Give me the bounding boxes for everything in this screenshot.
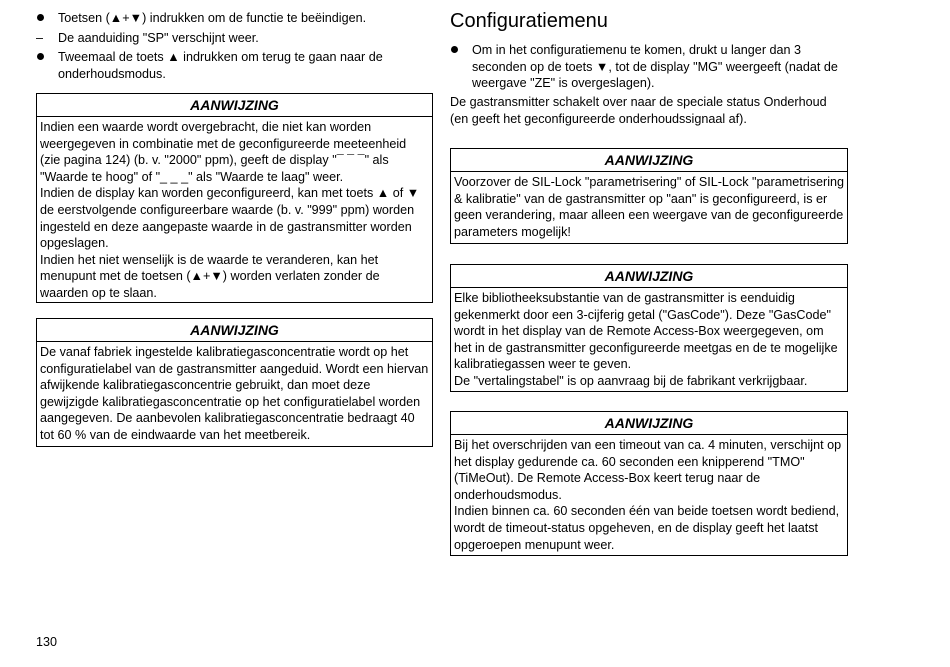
note-title: AANWIJZING [451,149,847,172]
left-step-list [36,10,432,82]
bullet-dash: – [36,30,44,45]
intro-paragraph [450,94,848,127]
section-heading: Configuratiemenu [450,10,608,32]
note-box [450,411,848,556]
note-paragraph: De "vertalingstabel" is op aanvraag bij de fabrikant verkrijgbaar. [454,373,808,388]
step-text: Toetsen (▲+▼) indrukken om de functie te beëindigen. [58,11,367,25]
step-text: De aanduiding "SP" verschijnt weer. [58,30,259,45]
list-item [36,49,432,82]
list-item [36,30,432,47]
note-title: AANWIJZING [451,265,847,288]
note-box [36,93,433,303]
note-body [451,172,847,242]
note-paragraph: Indien een waarde wordt overgebracht, die niet kan worden weergegeven in combinatie met de geconfigureerde meeteenheid (zie pagina 124) (b. v. "2000" ppm), geeft de display "¯ ¯ ¯" als "Waarde te hoog" of "_ _ _" als "Waarde te laag" weer. [40,120,407,184]
note-title: AANWIJZING [37,94,432,117]
note-title: AANWIJZING [37,319,432,342]
note-body [451,288,847,392]
note-paragraph: Bij het overschrijden van een timeout van ca. 4 minuten, verschijnt op het display gedurende ca. 60 seconden een knipperend "TMO" (TiMeOut). De Remote Access-Box keert terug naar de onderhoudsmodus. [454,438,842,502]
note-body [37,342,432,446]
bullet-dot-icon [36,49,52,66]
note-paragraph: Elke bibliotheeksubstantie van de gastransmitter is eenduidig gekenmerkt door een 3-cijferig getal ("GasCode"). Deze "GasCode" wordt in het display van de Remote Access-Box weergegeven, om het in de gastransmitter geconfigureerde meetgas en de te mogelijke kalibratiegassen weer te geven. [454,291,838,372]
step-text: Om in het configuratiemenu te komen, drukt u langer dan 3 seconden op de toets ▼, tot de display "MG" weergeeft (nadat de weergave "ZE" is overgeslagen). [472,43,838,91]
note-paragraph: Voorzover de SIL-Lock "parametrisering" of SIL-Lock "parametrisering & kalibratie" van de gastransmitter op "aan" is geconfigureerd, is er geen verandering, maar alleen een weergave van de geconfigureerde parameters mogelijk! [454,175,845,239]
bullet-dot-icon [450,42,466,59]
list-item [450,42,846,92]
note-box [450,148,848,244]
note-body [37,117,432,304]
note-box [36,318,433,447]
note-body [451,435,847,555]
list-item [36,10,432,27]
intro-text: De gastransmitter schakelt over naar de speciale status Onderhoud (en geeft het geconfigureerde onderhoudssignaal af). [450,95,827,126]
page-number: 130 [36,635,58,649]
step-text: Tweemaal de toets ▲ indrukken om terug te gaan naar de onderhoudsmodus. [58,50,383,81]
note-paragraph: Indien de display kan worden geconfigureerd, kan met toets ▲ of ▼ de eerstvolgende configureerbare waarde (b. v. "999" ppm) worden ingesteld en deze aangepaste waarde in de gastransmitter worden opgeslagen. [40,186,420,251]
note-paragraph: Indien het niet wenselijk is de waarde te veranderen, kan het menupunt met de toetsen (▲+▼) worden verlaten zonder de waarden op te slaan. [40,252,380,300]
note-paragraph: De vanaf fabriek ingestelde kalibratiegasconcentratie wordt op het configuratielabel van de gastransmitter aangeduid. Wordt een hiervan afwijkende kalibratiegasconcentrie gebruikt, dan moet deze gewijzigde kalibratiegasconcentratie op het configuratielabel worden aangegeven. De aanbevolen kalibratiegasconcentratie bedraagt 40 tot 60 % van de eindwaarde van het meetbereik. [40,345,429,442]
right-step-list [450,42,846,92]
note-box [450,264,848,392]
note-title: AANWIJZING [451,412,847,435]
bullet-dot-icon [36,10,52,27]
note-paragraph: Indien binnen ca. 60 seconden één van beide toetsen wordt bediend, wordt de timeout-status opgeheven, en de display geeft het laatst opgeroepen menupunt weer. [454,504,840,552]
